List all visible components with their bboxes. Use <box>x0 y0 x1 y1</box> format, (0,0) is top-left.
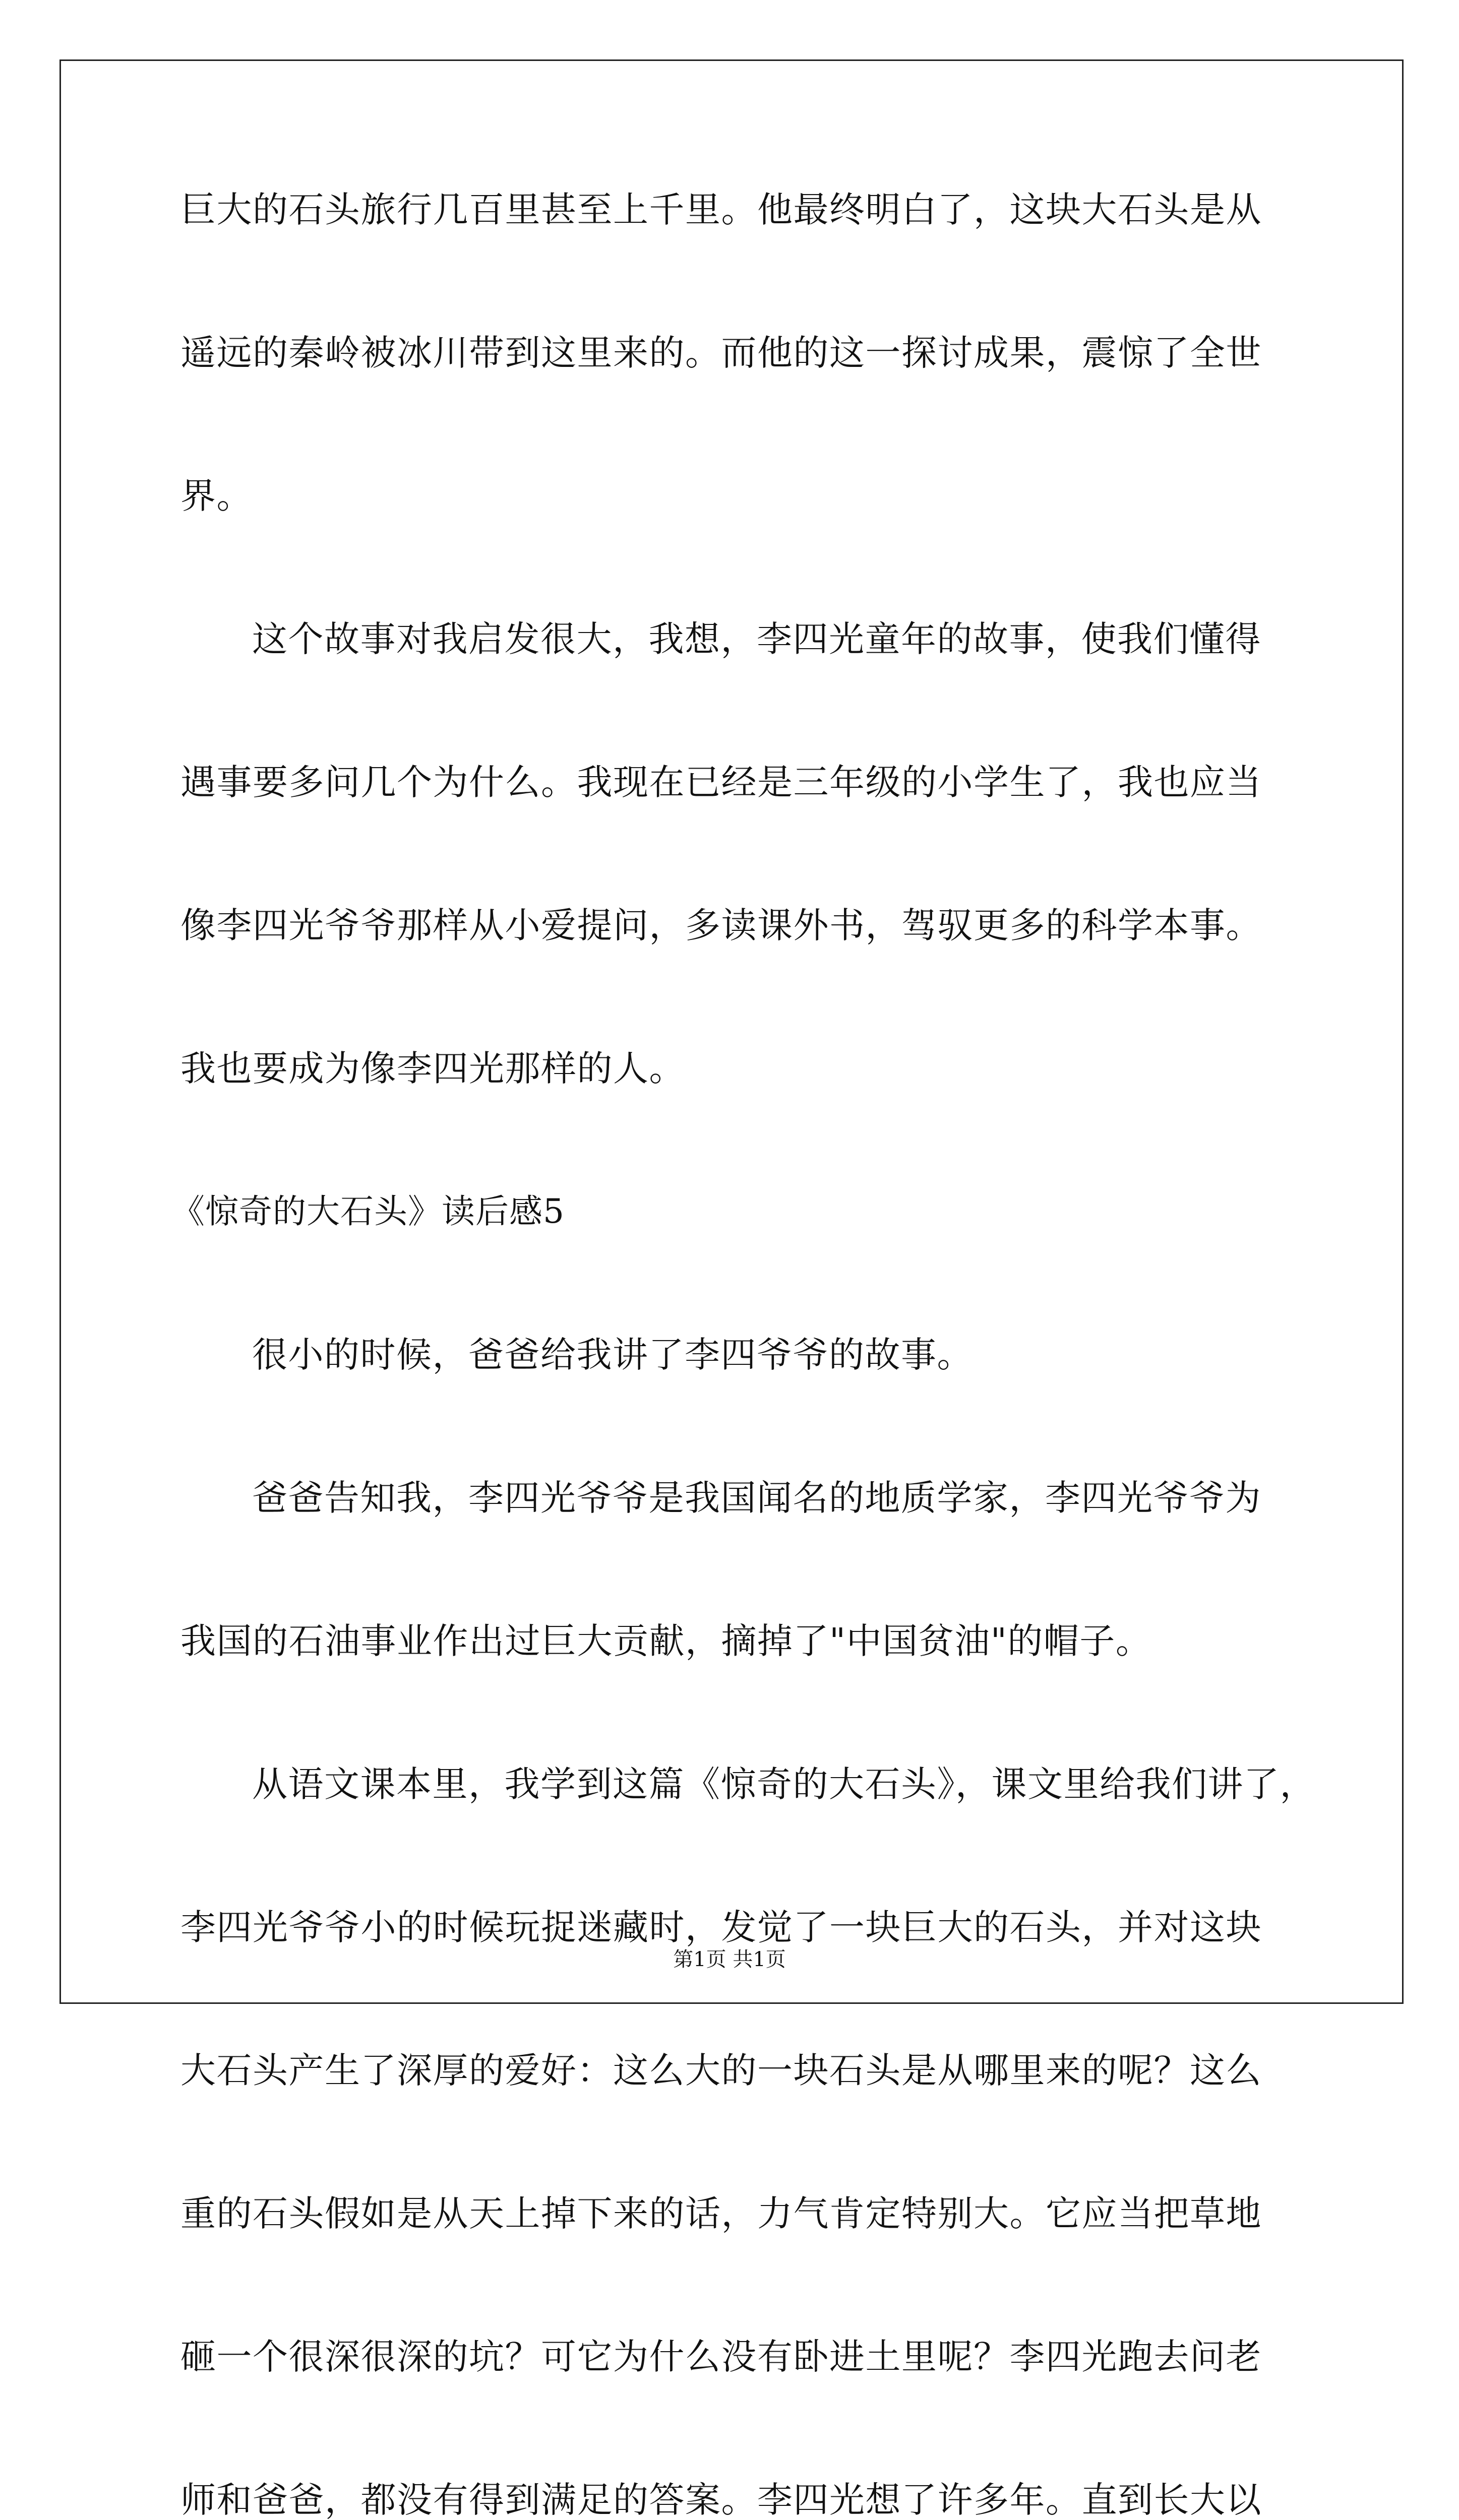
text-line: 遥远的秦岭被冰川带到这里来的。而他的这一探讨成果，震惊了全世 <box>180 332 1262 373</box>
section-heading: 《惊奇的大石头》读后感5 <box>171 1192 565 1231</box>
text-line: 重的石头假如是从天上掉下来的话，力气肯定特别大。它应当把草地 <box>180 2193 1262 2234</box>
text-line: 巨大的石头旅行几百里甚至上千里。他最终明白了，这块大石头是从 <box>180 189 1262 230</box>
text-line: 我国的石油事业作出过巨大贡献，摘掉了"中国贫油"的帽子。 <box>180 1620 1152 1662</box>
text-line: 很小的时候，爸爸给我讲了李四爷爷的故事。 <box>252 1334 973 1375</box>
text-line: 从语文课本里，我学到这篇《惊奇的大石头》，课文里给我们讲了， <box>252 1763 1316 1805</box>
text-line: 李四光爷爷小的时候玩捉迷藏时，发觉了一块巨大的石头，并对这块 <box>180 1907 1262 1948</box>
text-line: 界。 <box>180 475 253 517</box>
document-body <box>171 189 1316 2520</box>
text-line: 像李四光爷爷那样从小爱提问，多读课外书，驾驭更多的科学本事。 <box>180 905 1262 946</box>
text-line: 这个故事对我启发很大，我想，李四光童年的故事，使我们懂得 <box>252 618 1261 660</box>
text-line: 遇事要多问几个为什么。我现在已经是三年级的小学生了，我也应当 <box>180 762 1262 803</box>
page-footer: 第1页 共1页 <box>673 1948 786 1971</box>
text-line: 师和爸爸，都没有得到满足的答案。李四光想了许多年。直到长大以 <box>180 2479 1262 2520</box>
text-line: 大石头产生了深厚的爱好：这么大的一块石头是从哪里来的呢？这么 <box>180 2050 1262 2091</box>
text-line: 爸爸告知我，李四光爷爷是我国闻名的地质学家，李四光爷爷为 <box>252 1477 1261 1519</box>
text-line: 我也要成为像李四光那样的人。 <box>180 1048 685 1089</box>
text-line: 砸一个很深很深的坑？可它为什么没有卧进土里呢？李四光跑去问老 <box>180 2336 1262 2377</box>
